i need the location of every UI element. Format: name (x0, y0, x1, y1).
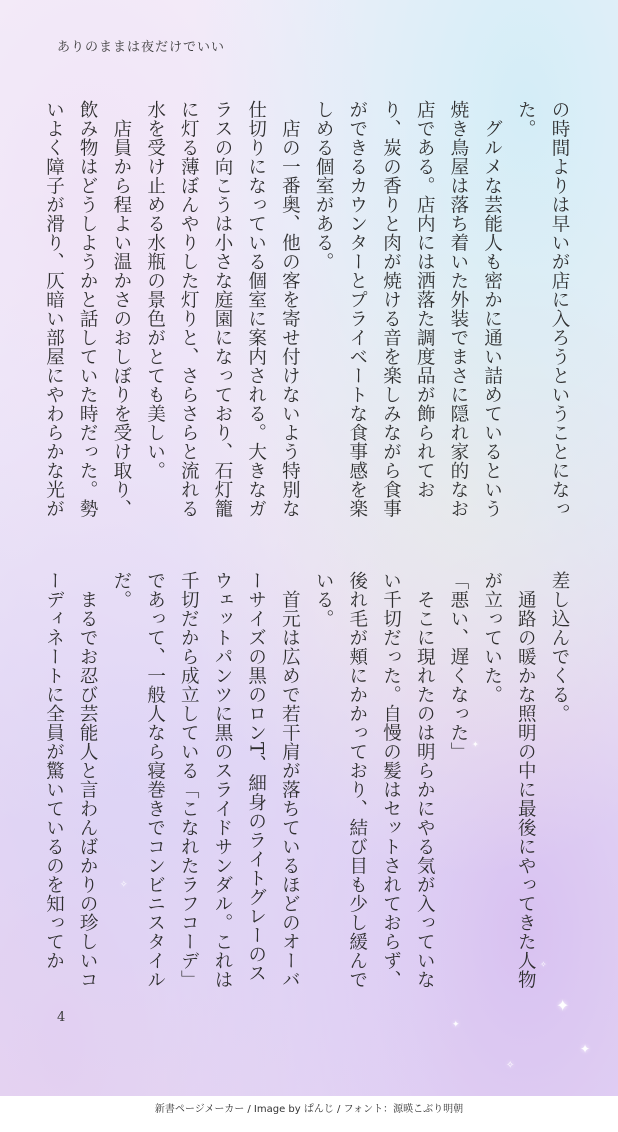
paragraph: そこに現れたのは明らかにやる気が入っていない千切だった。自慢の髪はセットされておらず、後れ毛が頬にかかっており、結び目も少し緩んでいる。 (313, 571, 436, 989)
book-title: ありのままは夜だけでいい (57, 40, 226, 55)
paragraph: の時間よりは早いが店に入ろうということになった。 (515, 100, 570, 518)
page-number: 4 (57, 1010, 66, 1025)
paragraph: 店の一番奥、他の客を寄せ付けないよう特別な仕切りになっている個室に案内される。大きなガラスの向こうは小さな庭園になっており、石灯籠に灯る薄ぼんやりした灯りと、さらさらと流れる水を受け止める水瓶の景色がとても美しい。 (144, 100, 301, 518)
sparkle-icon: ✦ (472, 740, 479, 749)
text-column-top (43, 100, 576, 520)
paragraph: まるでお忍び芸能人と言わんばかりの珍しいコーディネートに全員が驚いているのを知ってか (43, 571, 99, 989)
dialogue: 「悪い、遅くなった」 (447, 571, 469, 761)
sparkle-icon: ✦ (452, 1020, 460, 1030)
text-column-bottom (43, 571, 576, 991)
paragraph: 店員から程よい温かさのおしぼりを受け取り、飲み物はどうしようかと話していた時だった。勢いよく障子が滑り、仄暗い部屋にやわらかな光が (43, 100, 132, 518)
sparkle-icon: ✦ (580, 1042, 591, 1056)
paragraph: 差し込んでくる。 (549, 571, 570, 723)
sparkle-icon: ✧ (506, 1060, 515, 1071)
sparkle-icon: ✧ (120, 880, 128, 890)
footer-credit: 新書ページメーカー / Image by ぱんじ / フォント：源暎こぶり明朝 (154, 1104, 464, 1115)
sparkle-icon: ✧ (540, 960, 547, 969)
paragraph: 通路の暖かな照明の中に最後にやってきた人物が立っていた。 (481, 571, 537, 989)
sparkle-icon: ✦ (556, 996, 570, 1015)
paragraph: グルメな芸能人も密かに通い詰めているという焼き鳥屋は落ち着いた外装でまさに隠れ家的なお店である。店内には洒落た調度品が飾られており、炭の香りと肉が焼ける音を楽しみながら食事ができるカウンターとプライベートな食事感を楽しめる個室がある。 (313, 100, 503, 518)
paragraph: 首元は広めで若干肩が落ちているほどのオーバーサイズの黒のロンT、細身のライトグレーのスウェットパンツに黒のスライドサンダル。これは千切だから成立している「こなれたラフコーデ」であって、一般人なら寝巻きでコンビニスタイルだ。 (110, 571, 301, 989)
